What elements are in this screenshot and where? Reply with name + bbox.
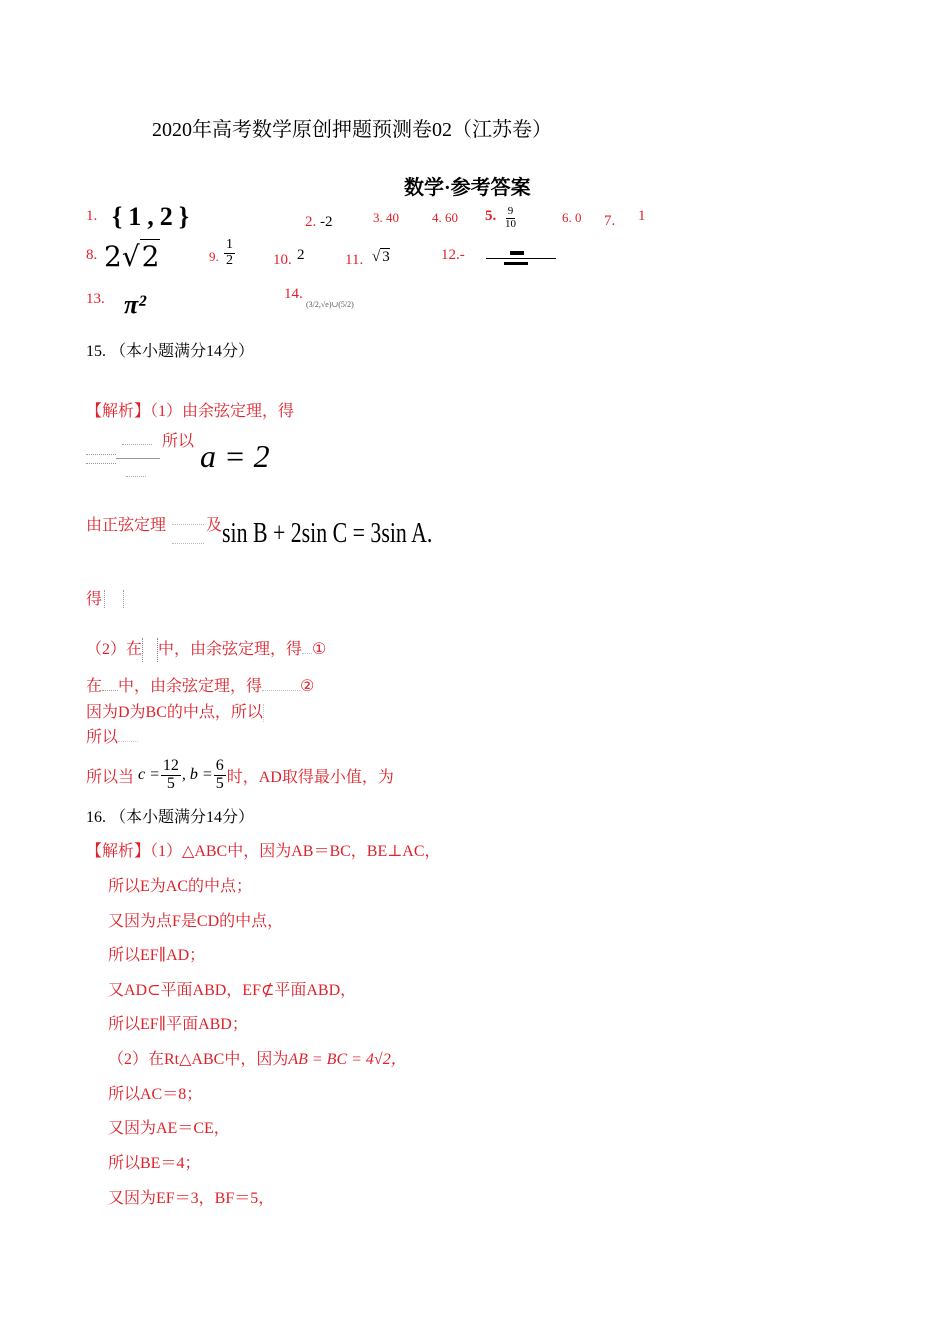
solution-text: （1）由余弦定理，得 bbox=[150, 403, 295, 420]
question-16-line-7 bbox=[108, 1046, 407, 1069]
section-title: 数学·参考答案 bbox=[404, 177, 531, 199]
question-16-line-8: 所以AC＝8； bbox=[108, 1086, 203, 1103]
formula-image bbox=[262, 680, 300, 691]
answer-5-fraction bbox=[503, 206, 518, 230]
answer-2-value: -2 bbox=[320, 214, 333, 230]
formula-image bbox=[118, 731, 138, 742]
cosine-formula-image bbox=[86, 440, 160, 480]
question-16-line-1 bbox=[86, 838, 441, 861]
text-segment: 因为D为BC的中点，所以 bbox=[86, 704, 263, 721]
formula-image bbox=[263, 704, 276, 722]
answer-14-value: (3/2,√e)∪(5/2) bbox=[306, 300, 354, 309]
triangle-symbol-image bbox=[102, 680, 118, 691]
question-15-heading: 15. （本小题满分14分） bbox=[86, 343, 255, 360]
question-16-line-9: 又因为AE＝CE， bbox=[108, 1120, 230, 1137]
text-segment: （2）在 bbox=[86, 641, 143, 658]
question-15-and-label: 及 bbox=[206, 517, 223, 534]
answer-7-value: 1 bbox=[638, 208, 646, 224]
triangle-symbol-image bbox=[142, 638, 158, 662]
text-segment: （2）在Rt△ABC中，因为 bbox=[108, 1051, 289, 1068]
answer-3: 3. 40 bbox=[373, 210, 399, 225]
text-segment: 在 bbox=[86, 678, 103, 695]
answer-5-number: 5. bbox=[485, 208, 497, 224]
answer-6: 6. 0 bbox=[562, 210, 582, 225]
answer-8-value bbox=[104, 240, 160, 273]
c-numerator: 12 bbox=[162, 757, 179, 774]
document-title: 2020年高考数学原创押题预测卷02（江苏卷） bbox=[152, 119, 552, 141]
text-segment: ① bbox=[312, 641, 327, 658]
question-16-line-4: 所以EF∥AD； bbox=[108, 947, 206, 964]
question-16-line-11: 又因为EF＝3，BF＝5， bbox=[108, 1190, 275, 1207]
solution-tag: 【解析】 bbox=[86, 403, 151, 420]
text-segment: ② bbox=[300, 678, 315, 695]
question-16-line-10: 所以BE＝4； bbox=[108, 1155, 201, 1172]
answer-10-number: 10. bbox=[273, 252, 292, 268]
answer-11-number: 11. bbox=[345, 252, 364, 268]
answer-13-number: 13. bbox=[86, 291, 105, 307]
answer-9-numerator: 1 bbox=[226, 237, 233, 252]
answer-5-numerator: 9 bbox=[507, 205, 514, 217]
answer-13-value: π² bbox=[124, 290, 146, 319]
answer-8-number: 8. bbox=[86, 247, 98, 263]
b-numerator: 6 bbox=[215, 757, 224, 774]
question-15-result-label: 得 bbox=[86, 591, 103, 608]
answer-5-denominator: 10 bbox=[505, 217, 516, 230]
question-16-line-3: 又因为点F是CD的中点， bbox=[108, 913, 284, 930]
answer-7-number: 7. bbox=[604, 213, 616, 229]
answer-8-radicand: 2 bbox=[141, 240, 160, 273]
answer-12-number: 12.- bbox=[441, 247, 465, 263]
question-15-part-2-line-5 bbox=[86, 758, 394, 793]
question-16-line-5: 又AD⊂平面ABD，EF⊄平面ABD， bbox=[108, 982, 357, 999]
answer-4: 4. 60 bbox=[432, 210, 458, 225]
question-15-line-1 bbox=[86, 398, 294, 421]
question-15-sine-equation: sin B + 2sin C = 3sin A. bbox=[222, 518, 433, 549]
text-segment: 中，由余弦定理，得 bbox=[118, 678, 263, 695]
question-15-part-2-line-2 bbox=[86, 673, 314, 696]
solution-tag: 【解析】 bbox=[86, 843, 151, 860]
result-formula-image bbox=[104, 590, 124, 608]
question-15-part-2-line-3 bbox=[86, 699, 276, 722]
question-15-sine-rule-label: 由正弦定理 bbox=[86, 517, 167, 534]
answer-11-value bbox=[372, 249, 390, 266]
question-16-line-6: 所以EF∥平面ABD； bbox=[108, 1016, 248, 1033]
text-segment: 中，由余弦定理，得 bbox=[158, 641, 303, 658]
radical-sign-icon: √ bbox=[121, 240, 140, 273]
question-16-heading: 16. （本小题满分14分） bbox=[86, 809, 255, 826]
b-denominator: 5 bbox=[215, 774, 224, 792]
solution-text: （1）△ABC中，因为AB＝BC，BE⊥AC， bbox=[150, 843, 441, 860]
question-15-part-2-line-1 bbox=[86, 636, 326, 662]
answer-10-value: 2 bbox=[297, 247, 305, 263]
radical-sign-icon: √ bbox=[372, 249, 381, 265]
variable-c: c = bbox=[138, 766, 160, 784]
sine-rule-formula-image bbox=[172, 524, 204, 544]
answer-12-fraction-image bbox=[486, 251, 556, 267]
text-segment: 所以当 bbox=[86, 768, 135, 786]
answer-9-number: 9. bbox=[209, 249, 219, 264]
answer-1-value: {1,2} bbox=[112, 202, 195, 231]
answer-8-coefficient: 2 bbox=[104, 240, 122, 273]
question-16-line-2: 所以E为AC的中点； bbox=[108, 878, 253, 895]
equation-ab-bc: AB = BC = 4√2， bbox=[288, 1051, 407, 1068]
formula-image bbox=[302, 643, 312, 654]
c-fraction bbox=[161, 758, 181, 793]
question-15-part-2-line-4 bbox=[86, 724, 138, 747]
answer-14-number: 14. bbox=[284, 286, 303, 302]
text-segment: 时，AD取得最小值，为 bbox=[226, 768, 394, 786]
answer-9-fraction bbox=[224, 238, 235, 268]
question-15-so-label: 所以 bbox=[162, 433, 195, 450]
variable-b: , b = bbox=[181, 766, 213, 784]
b-fraction bbox=[214, 758, 226, 793]
answer-11-radicand: 3 bbox=[382, 249, 390, 265]
answer-9-denominator: 2 bbox=[226, 252, 233, 268]
answer-1-number: 1. bbox=[86, 208, 98, 224]
question-15-equation-a: a = 2 bbox=[200, 438, 270, 474]
answer-2-number: 2. bbox=[305, 214, 317, 230]
c-denominator: 5 bbox=[166, 774, 175, 792]
text-segment: 所以 bbox=[86, 729, 119, 746]
